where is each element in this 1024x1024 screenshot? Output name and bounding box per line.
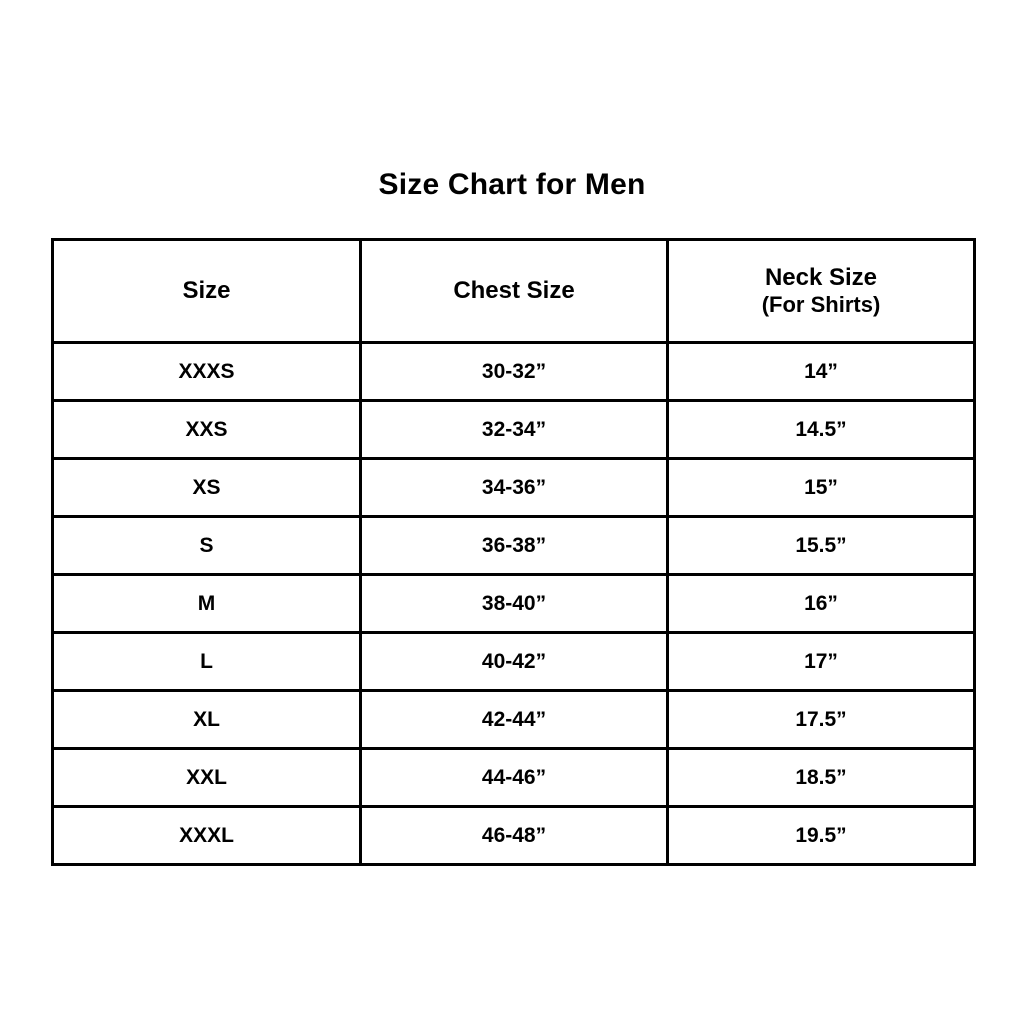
table-row [53, 575, 975, 633]
table-row [53, 691, 975, 749]
cell-size: XXS [53, 401, 361, 459]
column-header-chest-size [361, 240, 668, 343]
cell-chest: 34-36” [361, 459, 668, 517]
cell-chest: 40-42” [361, 633, 668, 691]
cell-neck: 16” [668, 575, 975, 633]
cell-chest: 32-34” [361, 401, 668, 459]
cell-neck: 17” [668, 633, 975, 691]
table-row [53, 633, 975, 691]
table-row [53, 459, 975, 517]
cell-neck: 19.5” [668, 807, 975, 865]
cell-neck: 17.5” [668, 691, 975, 749]
cell-size: M [53, 575, 361, 633]
cell-chest: 46-48” [361, 807, 668, 865]
cell-chest: 36-38” [361, 517, 668, 575]
table-row [53, 807, 975, 865]
cell-size: XXXS [53, 343, 361, 401]
cell-neck: 15.5” [668, 517, 975, 575]
table-row [53, 401, 975, 459]
table-row [53, 517, 975, 575]
table-header [53, 240, 975, 343]
column-header-size [53, 240, 361, 343]
column-header-chest-size-label: Chest Size [453, 276, 575, 304]
column-header-neck-size-label: Neck Size [764, 263, 878, 291]
cell-neck: 15” [668, 459, 975, 517]
cell-neck: 18.5” [668, 749, 975, 807]
cell-size: XL [53, 691, 361, 749]
cell-chest: 44-46” [361, 749, 668, 807]
table-header-row [53, 240, 975, 343]
cell-size: L [53, 633, 361, 691]
cell-chest: 42-44” [361, 691, 668, 749]
cell-size: XS [53, 459, 361, 517]
table-row [53, 749, 975, 807]
size-table [51, 238, 976, 866]
cell-size: XXXL [53, 807, 361, 865]
column-header-neck-size-sublabel: (For Shirts) [761, 292, 881, 318]
column-header-size-label: Size [182, 276, 231, 304]
cell-chest: 30-32” [361, 343, 668, 401]
cell-size: XXL [53, 749, 361, 807]
cell-neck: 14” [668, 343, 975, 401]
cell-size: S [53, 517, 361, 575]
column-header-neck-size [668, 240, 975, 343]
size-table-container [51, 238, 973, 866]
table-row [53, 343, 975, 401]
table-body [53, 343, 975, 865]
page-title: Size Chart for Men [378, 168, 646, 201]
cell-chest: 38-40” [361, 575, 668, 633]
cell-neck: 14.5” [668, 401, 975, 459]
